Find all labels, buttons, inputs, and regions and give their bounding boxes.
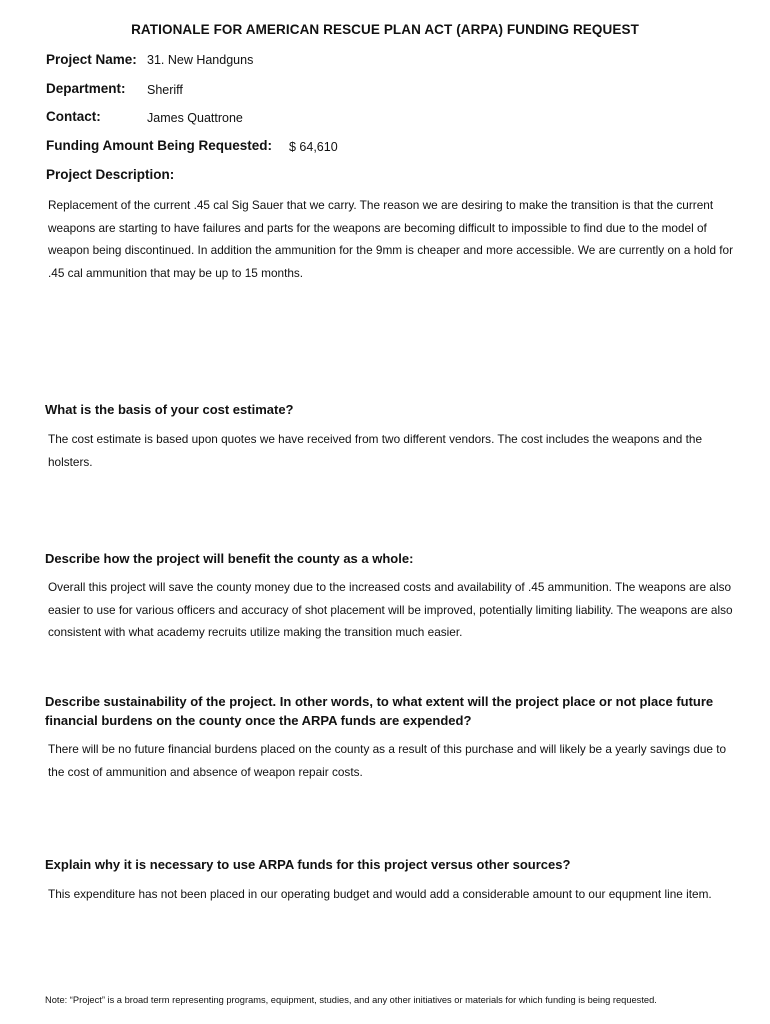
project-description-heading: Project Description: xyxy=(46,167,175,182)
necessity-question: Explain why it is necessary to use ARPA funds for this project versus other sources? xyxy=(45,857,571,872)
cost-basis-answer: The cost estimate is based upon quotes we have received from two different vendors. The cost includes the weapons and the holsters. xyxy=(48,432,703,469)
page-title: RATIONALE FOR AMERICAN RESCUE PLAN ACT (ARPA) FUNDING REQUEST xyxy=(131,22,639,37)
department-value: Sheriff xyxy=(147,83,183,97)
benefit-answer: Overall this project will save the county money due to the increased costs and availability of .45 ammunition. The weapons are also easier to use for various officers and accuracy of shot placement will be improved, potentially limiting liability. The weapons are also consistent with what academy recruits utilize making the transition much easier. xyxy=(48,580,733,639)
funding-amount-value: $ 64,610 xyxy=(289,140,338,154)
funding-amount-label: Funding Amount Being Requested: xyxy=(46,138,272,153)
project-description-text: Replacement of the current .45 cal Sig Sauer that we carry. The reason we are desiring to make the transition is that the current weapons are starting to have failures and parts for the weapons are becoming difficult to impossible to find due to the model of weapon being discontinued. In addition the ammunition for the 9mm is cheaper and more accessible. We are currently on a hold for .45 cal ammunition that may be up to 15 months. xyxy=(48,198,734,280)
benefit-question: Describe how the project will benefit the county as a whole: xyxy=(45,551,414,566)
sustainability-question: Describe sustainability of the project. In other words, to what extent will the project place or not place future financial burdens on the county once the ARPA funds are expended? xyxy=(45,694,714,728)
sustainability-answer: There will be no future financial burdens placed on the county as a result of this purchase and will likely be a yearly savings due to the cost of ammunition and absence of weapon repair costs. xyxy=(48,742,727,779)
cost-basis-question: What is the basis of your cost estimate? xyxy=(45,402,294,417)
contact-value: James Quattrone xyxy=(147,111,243,125)
necessity-answer: This expenditure has not been placed in our operating budget and would add a considerable amount to our equpment line item. xyxy=(48,887,712,901)
footnote: Note: “Project” is a broad term representing programs, equipment, studies, and any other initiatives or materials for which funding is being requested. xyxy=(45,995,657,1005)
department-label: Department: xyxy=(46,81,126,96)
project-name-value: 31. New Handguns xyxy=(147,53,254,67)
project-name-label: Project Name: xyxy=(46,52,137,67)
contact-label: Contact: xyxy=(46,109,101,124)
